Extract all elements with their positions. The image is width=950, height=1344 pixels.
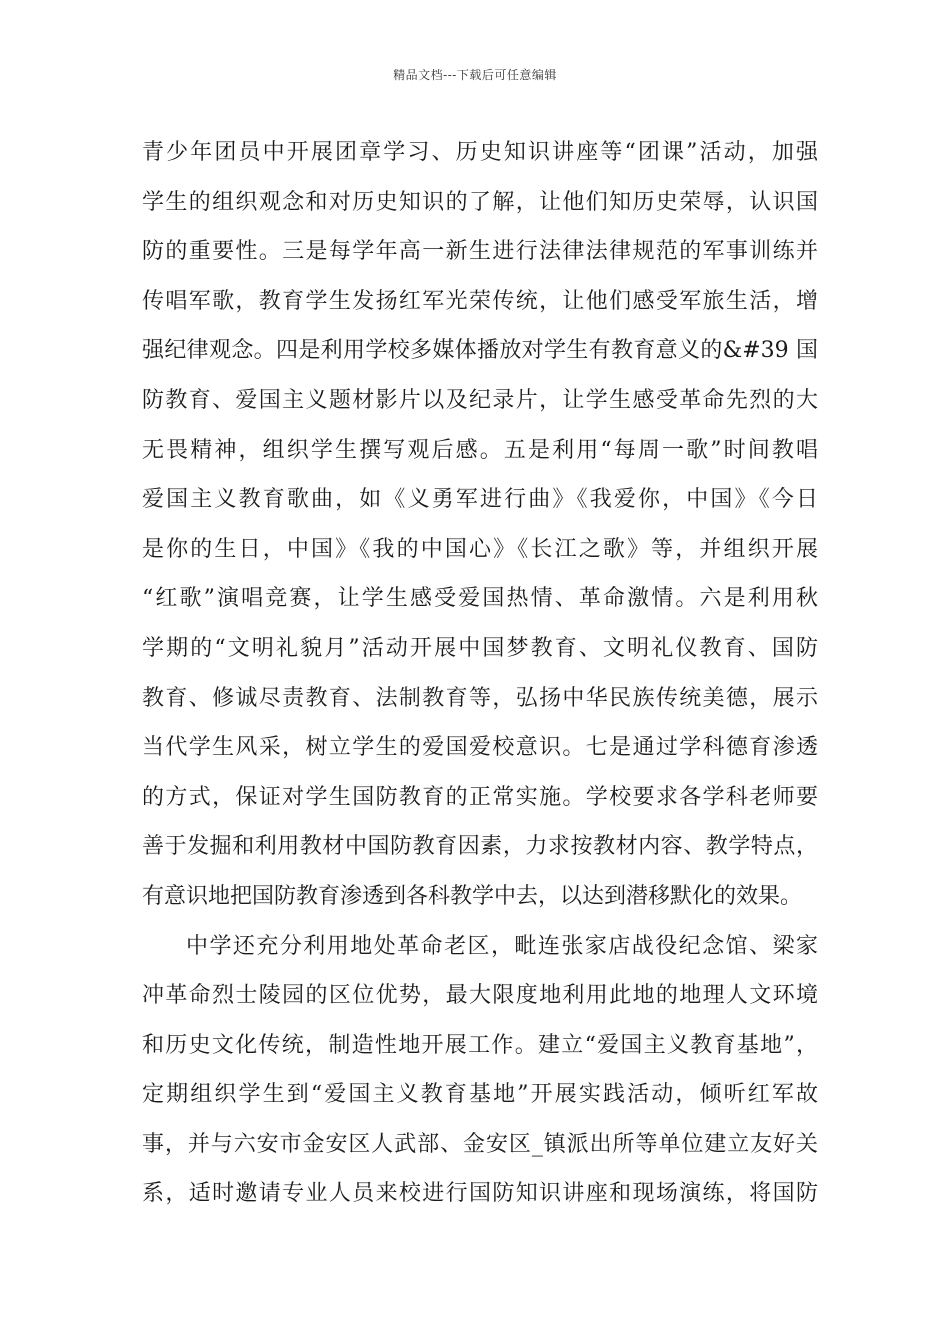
text-line: 防的重要性。三是每学年高一新生进行法律法律规范的军事训练并 — [142, 239, 818, 265]
text-line: 爱国主义教育歌曲，如《义勇军进行曲》《我爱你，中国》《今日 — [142, 487, 818, 513]
text-line: 学期的“文明礼貌月”活动开展中国梦教育、文明礼仪教育、国防 — [142, 635, 818, 661]
text-line: 青少年团员中开展团章学习、历史知识讲座等“团课”活动，加强 — [142, 140, 818, 165]
text-line: 无畏精神，组织学生撰写观后感。五是利用“每周一歌”时间教唱 — [142, 437, 818, 463]
text-line: 和历史文化传统，制造性地开展工作。建立“爱国主义教育基地”， — [142, 1032, 818, 1058]
paragraph-1 — [142, 128, 818, 922]
text-line: 定期组织学生到“爱国主义教育基地”开展实践活动，倾听红军故 — [142, 1082, 818, 1108]
page-header: 精品文档---下载后可任意编辑 — [393, 68, 557, 82]
text-line: 强纪律观念。四是利用学校多媒体播放对学生有教育意义的&#39 国 — [142, 338, 818, 364]
text-line: 当代学生风采，树立学生的爱国爱校意识。七是通过学科德育渗透 — [142, 735, 818, 761]
paragraph-2 — [142, 922, 818, 1220]
document-body — [142, 128, 818, 1219]
text-line: 善于发掘和利用教材中国防教育因素，力求按教材内容、教学特点， — [142, 834, 818, 860]
text-line: 防教育、爱国主义题材影片以及纪录片，让学生感受革命先烈的大 — [142, 387, 818, 413]
text-line: “红歌”演唱竞赛，让学生感受爱国热情、革命激情。六是利用秋 — [142, 586, 818, 612]
text-line: 事，并与六安市金安区人武部、金安区_镇派出所等单位建立友好关 — [142, 1131, 818, 1157]
text-line: 教育、修诚尽责教育、法制教育等，弘扬中华民族传统美德，展示 — [142, 685, 818, 711]
text-line: 学生的组织观念和对历史知识的了解，让他们知历史荣辱，认识国 — [142, 189, 818, 215]
text-line: 系，适时邀请专业人员来校进行国防知识讲座和现场演练，将国防 — [142, 1181, 818, 1207]
text-line: 的方式，保证对学生国防教育的正常实施。学校要求各学科老师要 — [142, 784, 818, 810]
text-line: 冲革命烈士陵园的区位优势，最大限度地利用此地的地理人文环境 — [142, 983, 818, 1009]
text-line: 传唱军歌，教育学生发扬红军光荣传统，让他们感受军旅生活，增 — [142, 288, 818, 314]
text-line: 中学还充分利用地处革命老区，毗连张家店战役纪念馆、梁家 — [186, 933, 818, 959]
text-line: 有意识地把国防教育渗透到各科教学中去，以达到潜移默化的效果。 — [142, 883, 803, 909]
text-line: 是你的生日，中国》《我的中国心》《长江之歌》等，并组织开展 — [142, 536, 818, 562]
